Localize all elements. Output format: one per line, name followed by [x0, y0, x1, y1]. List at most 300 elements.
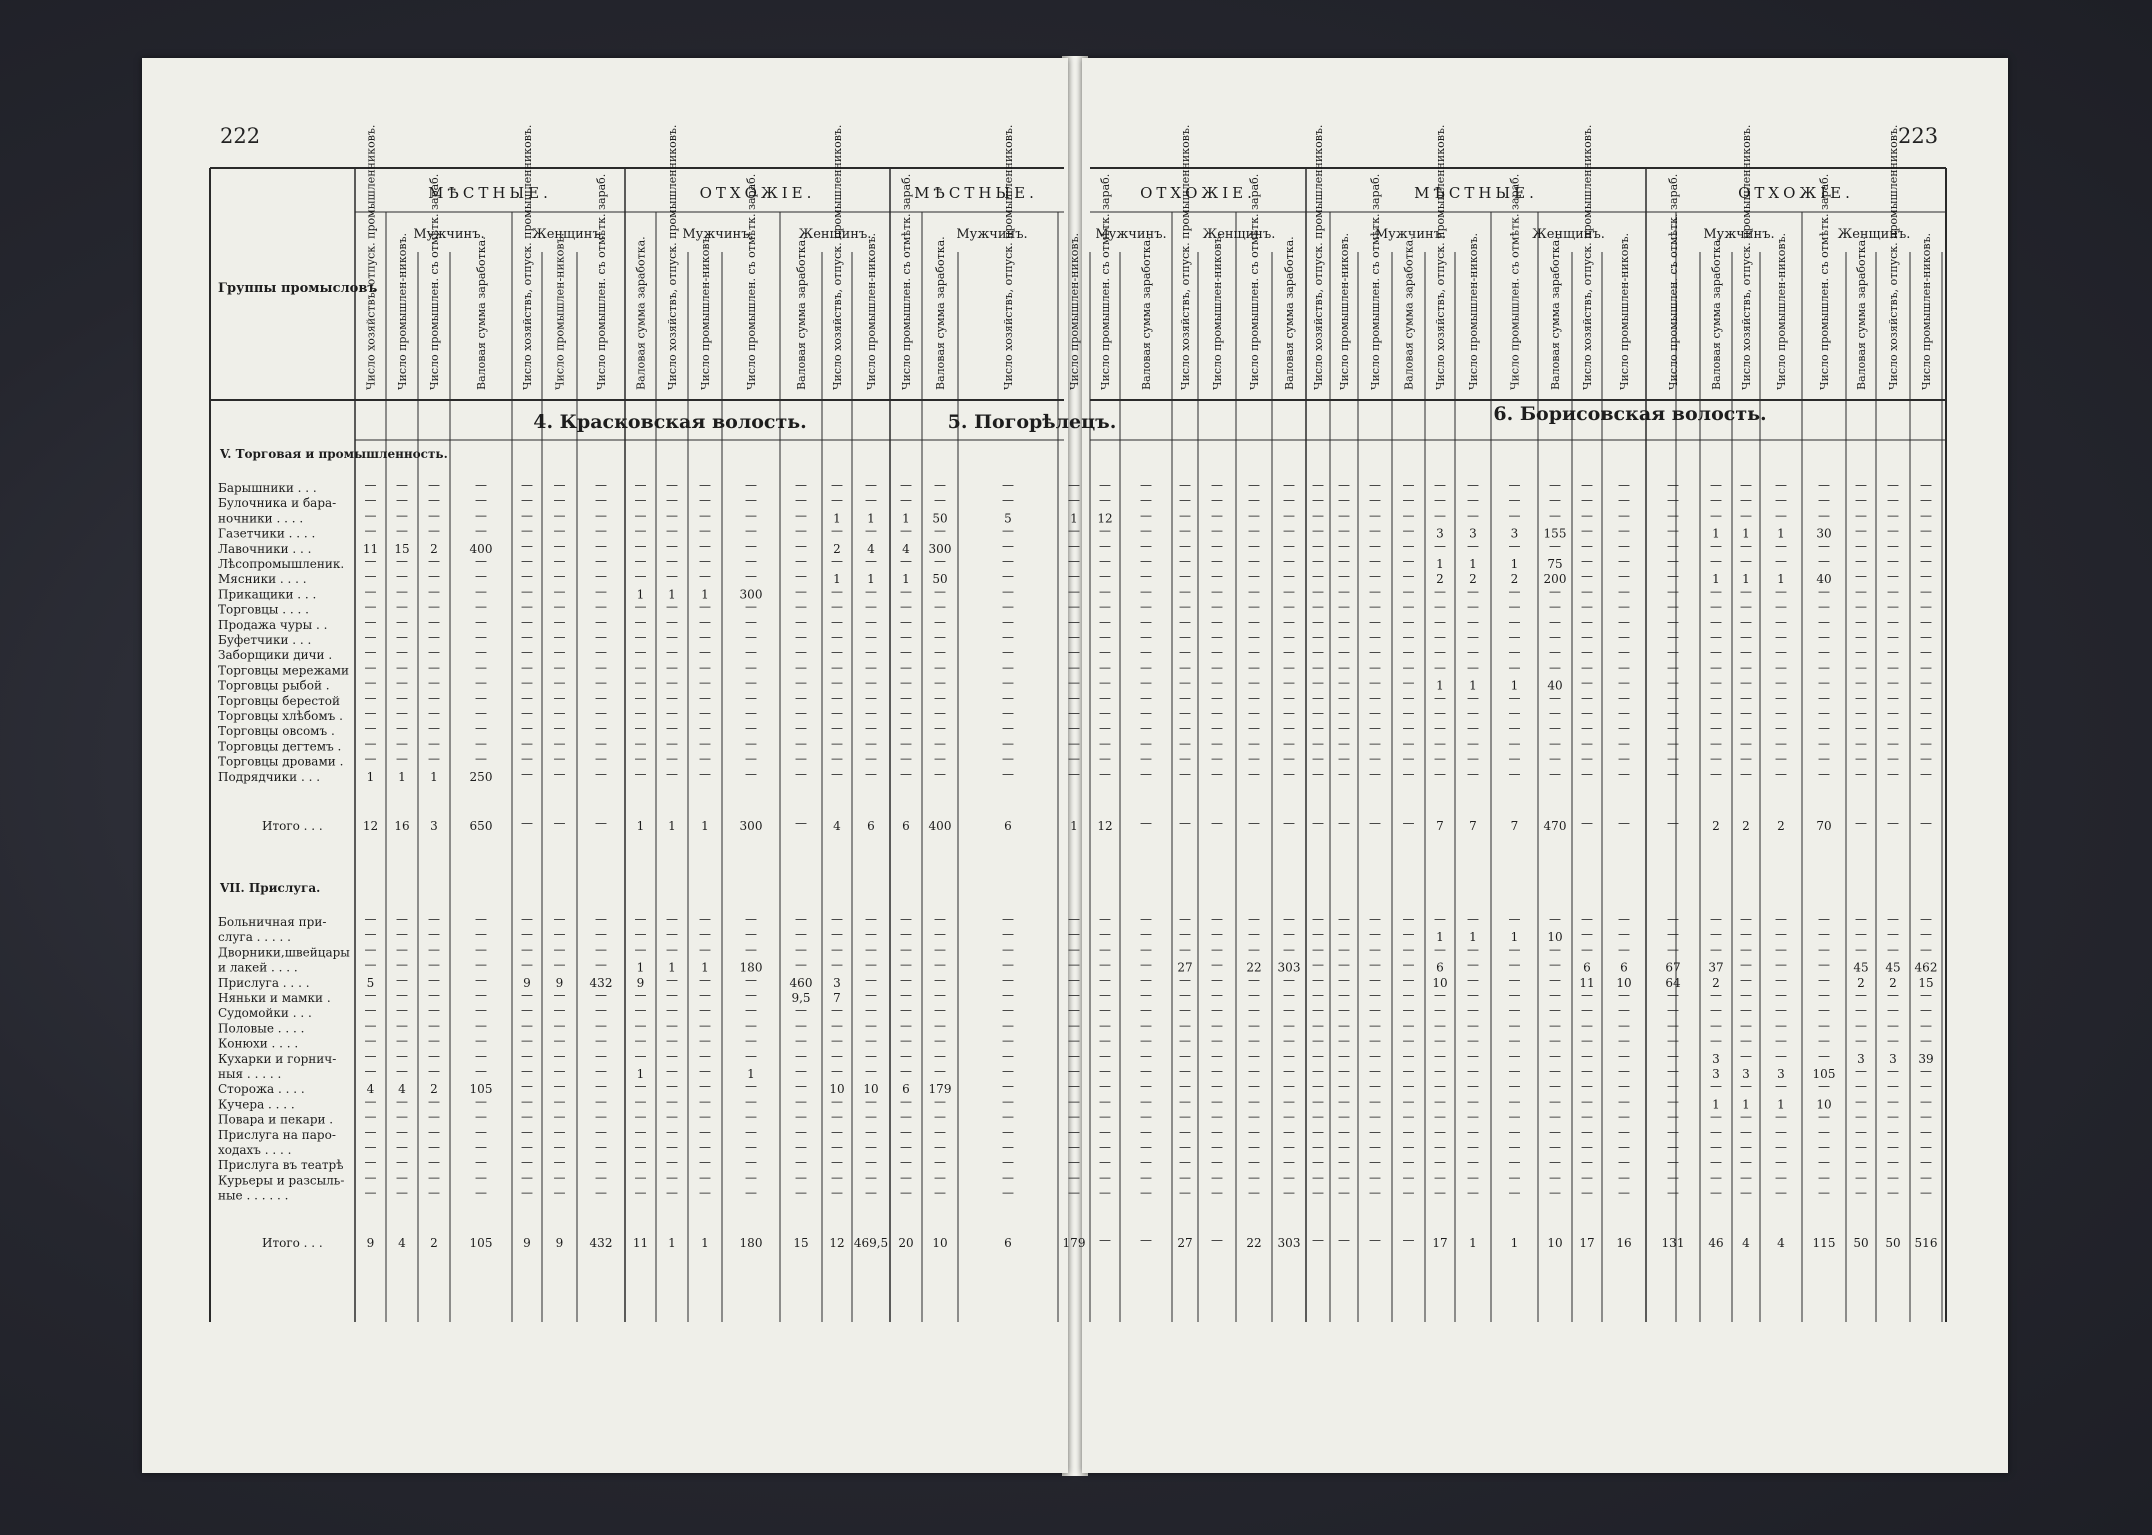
dash-cell: — — [1248, 493, 1260, 508]
dash-cell: — — [1508, 1124, 1521, 1139]
total-cell: 2 — [430, 1236, 438, 1250]
dash-cell: — — [1283, 1155, 1295, 1170]
dash-cell: — — [699, 927, 711, 942]
dash-cell: — — [521, 1064, 533, 1078]
dash-cell: — — [521, 721, 533, 736]
total-label: Итого . . . — [262, 819, 323, 833]
table-cell: 3 — [1712, 1051, 1720, 1066]
dash-cell: — — [1002, 614, 1014, 629]
dash-cell: — — [1068, 1094, 1080, 1109]
dash-cell: — — [1434, 912, 1446, 926]
dash-cell: — — [1855, 1124, 1867, 1139]
dash-cell: — — [1818, 645, 1830, 660]
dash-cell: — — [831, 1124, 843, 1139]
dash-cell: — — [1467, 1124, 1479, 1139]
dash-cell: — — [900, 1109, 912, 1124]
dash-cell: — — [1581, 1140, 1593, 1154]
dash-cell: — — [1710, 1140, 1722, 1154]
dash-cell: — — [1618, 942, 1630, 957]
dash-cell: — — [1508, 1109, 1521, 1124]
table-cell: 7 — [833, 991, 841, 1005]
dash-cell: — — [1818, 751, 1830, 766]
dash-cell: — — [831, 1140, 843, 1154]
row-label: Прислуга . . . . — [218, 975, 310, 990]
dash-cell: — — [1179, 1048, 1191, 1063]
dash-cell: — — [428, 1140, 440, 1154]
dash-cell: — — [666, 1109, 678, 1124]
dash-cell: — — [666, 599, 678, 614]
dash-cell: — — [1667, 538, 1679, 553]
dash-cell: — — [1211, 614, 1223, 629]
dash-cell: — — [1338, 1094, 1350, 1109]
dash-cell: — — [745, 736, 757, 751]
dash-cell: — — [1338, 766, 1350, 781]
dash-cell: — — [1068, 478, 1080, 492]
dash-cell: — — [364, 523, 377, 538]
dash-cell: — — [1140, 721, 1152, 736]
dash-cell: — — [1855, 1094, 1867, 1109]
dash-cell: — — [634, 660, 647, 675]
dash-cell: — — [475, 942, 487, 957]
dash-cell: — — [1283, 630, 1295, 644]
dash-cell: — — [1467, 630, 1479, 644]
dash-cell: — — [1581, 1079, 1593, 1094]
dash-cell: — — [1099, 1094, 1111, 1109]
dash-cell: — — [1402, 1003, 1415, 1018]
dash-cell: — — [1068, 599, 1080, 614]
dash-cell: — — [1338, 1233, 1350, 1247]
dash-cell: — — [1369, 736, 1381, 751]
total-cell: 16 — [394, 819, 410, 833]
dash-cell: — — [831, 957, 843, 972]
dash-cell: — — [1369, 523, 1381, 538]
dash-cell: — — [428, 1048, 440, 1063]
dash-cell: — — [900, 972, 912, 987]
total-cell: 17 — [1579, 1236, 1595, 1250]
dash-cell: — — [1818, 988, 1830, 1002]
total-cell: 300 — [739, 819, 763, 833]
dash-cell: — — [1740, 1048, 1752, 1063]
table-cell: 105 — [1812, 1067, 1836, 1081]
row-label: Барышники . . . — [218, 481, 317, 495]
dash-cell: — — [1887, 493, 1899, 508]
dash-cell: — — [1508, 1064, 1521, 1078]
dash-cell: — — [1434, 1124, 1446, 1139]
table-cell: 67 — [1665, 960, 1681, 975]
dash-cell: — — [1211, 972, 1223, 987]
total-cell: 650 — [469, 819, 493, 833]
dash-cell: — — [1211, 660, 1223, 675]
dash-cell: — — [1549, 584, 1561, 599]
total-cell: 105 — [469, 1236, 493, 1250]
dash-cell: — — [1338, 927, 1350, 942]
dash-cell: — — [1667, 690, 1679, 705]
dash-cell: — — [666, 912, 678, 926]
dash-cell: — — [396, 660, 408, 675]
dash-cell: — — [1211, 584, 1223, 599]
vertical-column-header: Число хозяйствъ, отпуск. промышленниковъ. — [1179, 124, 1192, 390]
dash-cell: — — [795, 660, 807, 675]
dash-cell: — — [595, 538, 607, 553]
dash-cell: — — [1818, 478, 1830, 492]
dash-cell: — — [1002, 1185, 1014, 1200]
dash-cell: — — [831, 751, 843, 766]
dash-cell: — — [1099, 538, 1111, 553]
dash-cell: — — [1312, 1079, 1324, 1094]
dash-cell: — — [1775, 721, 1787, 736]
dash-cell: — — [1581, 508, 1593, 523]
dash-cell: — — [1667, 942, 1679, 957]
dash-cell: — — [1818, 538, 1830, 553]
dash-cell: — — [831, 675, 843, 690]
total-cell: 9 — [366, 1236, 375, 1250]
dash-cell: — — [1283, 690, 1295, 705]
vertical-column-header: Число хозяйствъ, отпуск. промышленниковъ. — [1312, 124, 1325, 390]
table-cell: 1 — [1469, 557, 1477, 571]
dash-cell: — — [699, 751, 711, 766]
dash-cell: — — [553, 1064, 566, 1078]
dash-cell: — — [1312, 538, 1324, 553]
dash-cell: — — [1068, 538, 1080, 553]
total-cell: 20 — [898, 1236, 914, 1250]
dash-cell: — — [900, 721, 912, 736]
dash-cell: — — [1211, 569, 1223, 584]
dash-cell: — — [634, 675, 647, 690]
dash-cell: — — [1099, 690, 1111, 705]
dash-cell: — — [1402, 478, 1415, 492]
dash-cell: — — [1211, 1185, 1223, 1200]
dash-cell: — — [364, 957, 377, 972]
dash-cell: — — [396, 706, 408, 720]
dash-cell: — — [1369, 988, 1381, 1002]
row-label: Прислуга на паро- — [218, 1127, 336, 1142]
dash-cell: — — [396, 1155, 408, 1170]
dash-cell: — — [1402, 736, 1415, 751]
dash-cell: — — [1068, 972, 1080, 987]
dash-cell: — — [865, 927, 877, 942]
dash-cell: — — [1140, 736, 1152, 751]
dash-cell: — — [1508, 478, 1521, 492]
dash-cell: — — [1338, 1064, 1350, 1078]
dash-cell: — — [1508, 736, 1521, 751]
dash-cell: — — [1002, 478, 1014, 492]
dash-cell: — — [1312, 630, 1324, 644]
dash-cell: — — [1312, 1003, 1324, 1018]
dash-cell: — — [1068, 614, 1080, 629]
dash-cell: — — [1099, 1109, 1111, 1124]
dash-cell: — — [595, 1185, 607, 1200]
dash-cell: — — [1818, 630, 1830, 644]
dash-cell: — — [1818, 1003, 1830, 1018]
dash-cell: — — [831, 912, 843, 926]
dash-cell: — — [666, 1033, 678, 1048]
dash-cell: — — [1581, 1018, 1593, 1033]
dash-cell: — — [1549, 988, 1561, 1002]
dash-cell: — — [1710, 630, 1722, 644]
dash-cell: — — [1467, 1140, 1479, 1154]
dash-cell: — — [1710, 675, 1722, 690]
dash-cell: — — [1248, 538, 1260, 553]
table-cell: 10 — [1616, 975, 1632, 990]
dash-cell: — — [1179, 721, 1191, 736]
dash-cell: — — [1283, 523, 1295, 538]
dash-cell: — — [1581, 523, 1593, 538]
dash-cell: — — [428, 751, 440, 766]
dash-cell: — — [1581, 478, 1593, 492]
dash-cell: — — [1818, 508, 1830, 523]
dash-cell: — — [1618, 1109, 1630, 1124]
dash-cell: — — [428, 630, 440, 644]
dash-cell: — — [900, 1170, 912, 1185]
dash-cell: — — [1508, 599, 1521, 614]
dash-cell: — — [1887, 690, 1899, 705]
dash-cell: — — [1887, 523, 1899, 538]
dash-cell: — — [595, 736, 607, 751]
dash-cell: — — [1068, 736, 1080, 751]
dash-cell: — — [1581, 1048, 1593, 1063]
dash-cell: — — [521, 614, 533, 629]
dash-cell: — — [595, 569, 607, 584]
dash-cell: — — [934, 690, 946, 705]
table-cell: 1 — [636, 1067, 645, 1081]
dash-cell: — — [428, 1064, 440, 1078]
dash-cell: — — [364, 1048, 377, 1063]
dash-cell: — — [1920, 584, 1932, 599]
table-cell: 75 — [1547, 557, 1563, 571]
dash-cell: — — [428, 912, 440, 926]
dash-cell: — — [475, 706, 487, 720]
dash-cell: — — [1618, 630, 1630, 644]
dash-cell: — — [865, 660, 877, 675]
dash-cell: — — [1434, 988, 1446, 1002]
dash-cell: — — [1369, 942, 1381, 957]
dash-cell: — — [1467, 599, 1479, 614]
dash-cell: — — [666, 508, 678, 523]
dash-cell: — — [553, 645, 566, 660]
dash-cell: — — [1667, 736, 1679, 751]
dash-cell: — — [1068, 1033, 1080, 1048]
dash-cell: — — [1581, 675, 1593, 690]
dash-cell: — — [934, 523, 946, 538]
row-label: Газетчики . . . . — [218, 526, 316, 541]
dash-cell: — — [1369, 1018, 1381, 1033]
dash-cell: — — [428, 1155, 440, 1170]
dash-cell: — — [745, 523, 757, 538]
dash-cell: — — [666, 1064, 678, 1078]
sex-header: Женщинъ. — [532, 227, 605, 242]
dash-cell: — — [865, 721, 877, 736]
dash-cell: — — [1818, 660, 1830, 675]
dash-cell: — — [1099, 1079, 1111, 1094]
dash-cell: — — [521, 584, 533, 599]
dash-cell: — — [521, 988, 533, 1002]
dash-cell: — — [699, 1124, 711, 1139]
dash-cell: — — [521, 538, 533, 553]
dash-cell: — — [1710, 614, 1722, 629]
dash-cell: — — [1369, 912, 1381, 926]
dash-cell: — — [666, 927, 678, 942]
dash-cell: — — [1002, 584, 1014, 599]
dash-cell: — — [428, 599, 440, 614]
dash-cell: — — [1068, 957, 1080, 972]
dash-cell: — — [475, 1124, 487, 1139]
dash-cell: — — [1248, 554, 1260, 568]
dash-cell: — — [1818, 493, 1830, 508]
dash-cell: — — [934, 942, 946, 957]
total-cell: 12 — [362, 819, 379, 833]
dash-cell: — — [1818, 721, 1830, 736]
dash-cell: — — [1775, 1109, 1787, 1124]
dash-cell: — — [865, 630, 877, 644]
dash-cell: — — [595, 1109, 607, 1124]
dash-cell: — — [934, 927, 946, 942]
dash-cell: — — [1920, 751, 1932, 766]
dash-cell: — — [1002, 660, 1014, 675]
dash-cell: — — [1740, 1170, 1752, 1185]
dash-cell: — — [428, 942, 440, 957]
dash-cell: — — [1283, 766, 1295, 781]
dash-cell: — — [1920, 1003, 1932, 1018]
dash-cell: — — [1775, 478, 1787, 492]
dash-cell: — — [1434, 614, 1446, 629]
dash-cell: — — [521, 508, 533, 523]
dash-cell: — — [1581, 1155, 1593, 1170]
dash-cell: — — [1710, 736, 1722, 751]
dash-cell: — — [1179, 912, 1191, 926]
dash-cell: — — [595, 927, 607, 942]
dash-cell: — — [1179, 927, 1191, 942]
total-cell: 70 — [1816, 819, 1832, 833]
vertical-column-header: Число промышлен. съ отмѣтк. зараб. — [1508, 173, 1522, 390]
row-label: Булочника и бара- — [218, 496, 337, 511]
dash-cell: — — [699, 630, 711, 644]
dash-cell: — — [634, 1033, 647, 1048]
dash-cell: — — [1549, 538, 1561, 553]
table-cell: 1 — [902, 511, 910, 526]
dash-cell: — — [1338, 538, 1350, 553]
dash-cell: — — [1467, 1003, 1479, 1018]
dash-cell: — — [865, 1185, 877, 1200]
row-label: Прислуга въ театрѣ — [218, 1158, 344, 1173]
dash-cell: — — [1710, 1185, 1722, 1200]
total-cell: 12 — [1097, 819, 1113, 833]
dash-cell: — — [745, 1079, 757, 1094]
dash-cell: — — [1211, 927, 1223, 942]
dash-cell: — — [1179, 599, 1191, 614]
dash-cell: — — [1283, 816, 1295, 830]
dash-cell: — — [1283, 942, 1295, 957]
dash-cell: — — [1549, 493, 1561, 508]
dash-cell: — — [745, 599, 757, 614]
dash-cell: — — [795, 690, 807, 705]
dash-cell: — — [1402, 569, 1415, 584]
dash-cell: — — [1887, 1109, 1899, 1124]
row-label: Лавочники . . . — [218, 541, 312, 556]
total-cell: 6 — [1004, 1236, 1012, 1250]
dash-cell: — — [1467, 690, 1479, 705]
dash-cell: — — [1855, 1018, 1867, 1033]
dash-cell: — — [475, 1064, 487, 1078]
dash-cell: — — [1667, 988, 1679, 1002]
dash-cell: — — [1920, 1064, 1932, 1078]
dash-cell: — — [795, 766, 807, 781]
dash-cell: — — [1581, 1033, 1593, 1048]
dash-cell: — — [475, 493, 487, 508]
dash-cell: — — [666, 942, 678, 957]
right-page-number: 223 — [1898, 124, 1939, 148]
dash-cell: — — [1211, 1155, 1223, 1170]
dash-cell: — — [595, 630, 607, 644]
dash-cell: — — [1920, 1170, 1932, 1185]
dash-cell: — — [795, 942, 807, 957]
dash-cell: — — [1855, 1109, 1867, 1124]
dash-cell: — — [1508, 630, 1521, 644]
dash-cell: — — [1710, 1170, 1722, 1185]
total-cell: 1 — [701, 1236, 709, 1250]
dash-cell: — — [475, 972, 487, 987]
dash-cell: — — [831, 554, 843, 568]
table-cell: 3 — [1469, 526, 1477, 541]
dash-cell: — — [1855, 927, 1867, 942]
dash-cell: — — [1283, 1018, 1295, 1033]
dash-cell: — — [1140, 1048, 1152, 1063]
dash-cell: — — [1581, 1185, 1593, 1200]
dash-cell: — — [1002, 538, 1014, 553]
dash-cell: — — [1002, 766, 1014, 781]
dash-cell: — — [475, 675, 487, 690]
dash-cell: — — [666, 1094, 678, 1109]
dash-cell: — — [900, 493, 912, 508]
table-cell: 1 — [1777, 1097, 1785, 1112]
dash-cell: — — [364, 569, 377, 584]
dash-cell: — — [699, 942, 711, 957]
dash-cell: — — [1248, 942, 1260, 957]
dash-cell: — — [666, 538, 678, 553]
total-cell: 4 — [398, 1236, 406, 1250]
dash-cell: — — [1667, 645, 1679, 660]
dash-cell: — — [831, 584, 843, 599]
dash-cell: — — [1179, 1003, 1191, 1018]
dash-cell: — — [1549, 912, 1561, 926]
dash-cell: — — [934, 706, 946, 720]
dash-cell: — — [1618, 569, 1630, 584]
dash-cell: — — [1508, 660, 1521, 675]
dash-cell: — — [1740, 736, 1752, 751]
dash-cell: — — [1667, 584, 1679, 599]
dash-cell: — — [1920, 1124, 1932, 1139]
dash-cell: — — [396, 927, 408, 942]
dash-cell: — — [1467, 1018, 1479, 1033]
dash-cell: — — [1402, 1079, 1415, 1094]
table-cell: 11 — [362, 541, 379, 556]
total-cell: 27 — [1177, 1236, 1193, 1250]
block-header: ОТХОЖІЕ. — [1140, 184, 1256, 202]
dash-cell: — — [900, 554, 912, 568]
dash-cell: — — [831, 630, 843, 644]
dash-cell: — — [521, 1140, 533, 1154]
dash-cell: — — [900, 1033, 912, 1048]
table-cell: 1 — [701, 960, 709, 975]
dash-cell: — — [1467, 736, 1479, 751]
dash-cell: — — [396, 942, 408, 957]
dash-cell: — — [1099, 766, 1111, 781]
dash-cell: — — [1338, 957, 1350, 972]
dash-cell: — — [795, 614, 807, 629]
dash-cell: — — [1581, 942, 1593, 957]
dash-cell: — — [428, 721, 440, 736]
dash-cell: — — [1887, 736, 1899, 751]
table-cell: 37 — [1708, 960, 1724, 975]
